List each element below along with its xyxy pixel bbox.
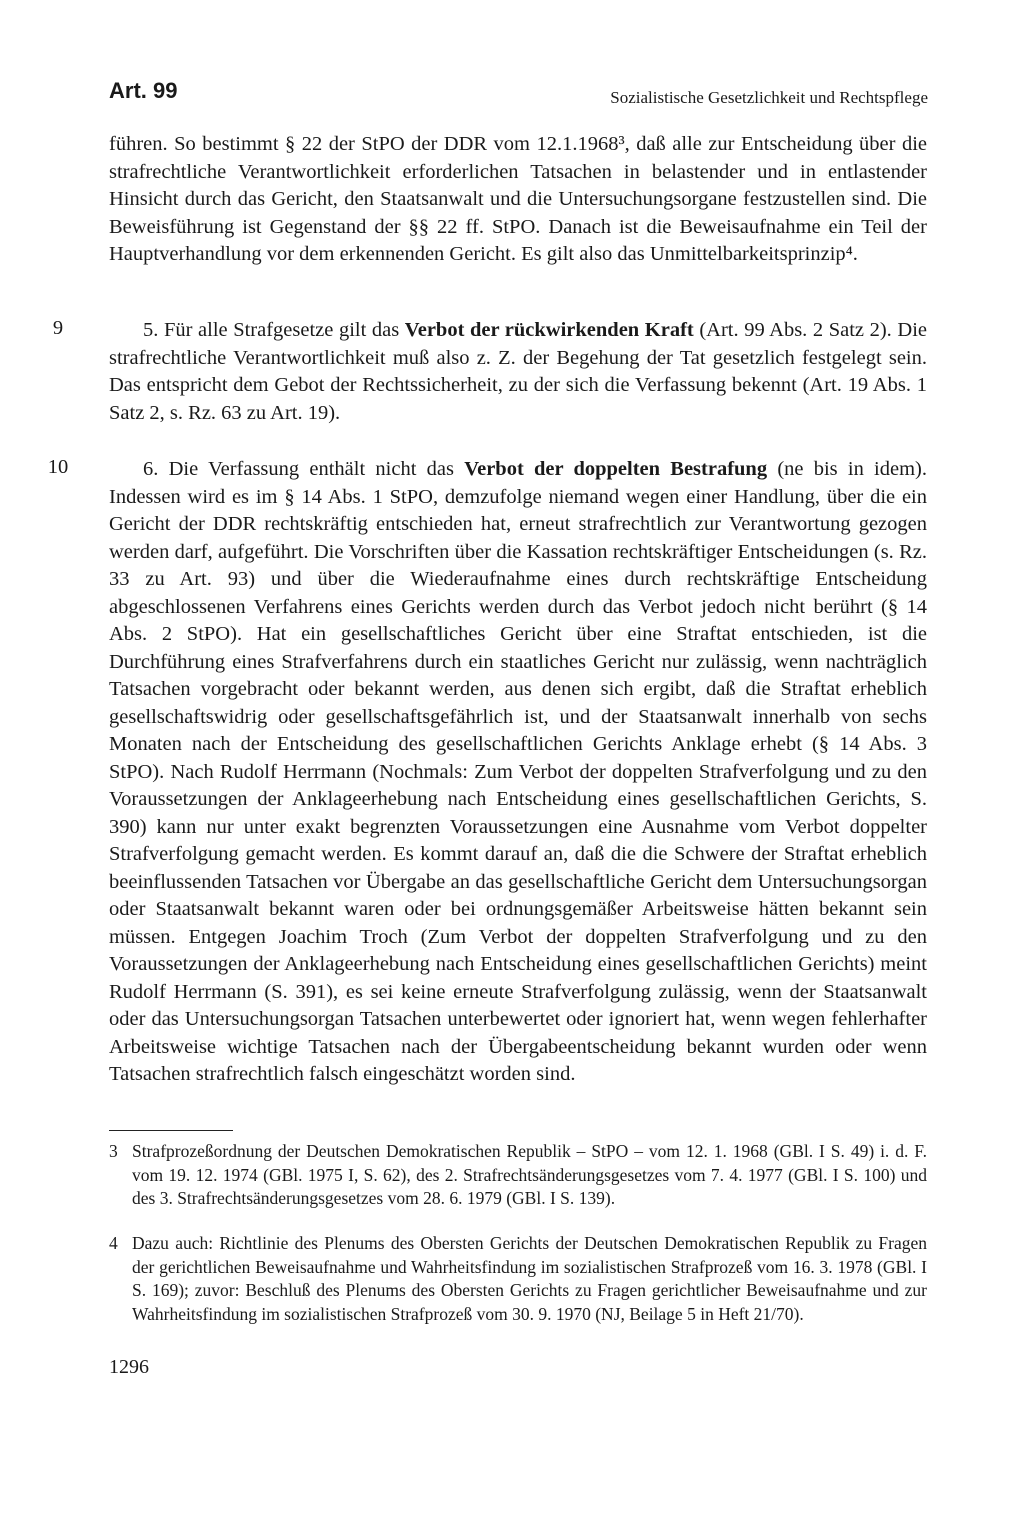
paragraph-text: (ne bis in idem). Indessen wird es im § 14 Abs. 1 StPO, demzufolge niemand wegen einer Handlung, über die ein Gericht der DDR rechtskräftig entschieden hat, erneut strafrechtlich zur Verantwortung gezogen werden darf, aufgeführt. Die Vorschriften über die Kassation rechtskräftiger Entscheidungen (s. Rz. 33 zu Art. 93) und über die Wiederaufnahme eines durch rechtskräftige Entscheidung abgeschlossenen Verfahrens eines Gerichts werden durch das Verbot jedoch nicht berührt (§ 14 Abs. 2 StPO). Hat ein gesellschaftliches Gericht über eine Straftat entschieden, ist die Durchführung eines Strafverfahrens durch ein staatliches Gericht nur zulässig, wenn nachträglich Tatsachen vorgebracht oder bekannt werden, aus denen sich ergibt, daß die Straftat erheblich gesellschaftswidrig oder gesellschaftsgefährlich ist, und der Staatsanwalt innerhalb von sechs Monaten nach der Entscheidung des gesellschaftlichen Gerichts Anklage erhebt (§ 14 Abs. 3 StPO). Nach Rudolf Herrmann (Nochmals: Zum Verbot der doppelten Strafverfolgung und zu den Voraussetzungen der Anklageerhebung nach Entscheidung eines gesellschaftlichen Gerichts, S. 390) kann nur unter exakt begrenzten Voraussetzungen eine Ausnahme vom Verbot doppelter Strafverfolgung gemacht werden. Es kommt darauf an, daß die die Schwere der Straftat erheblich beeinflussenden Tatsachen vor Übergabe an das gesellschaftliche Gericht dem Untersuchungsorgan oder Staatsanwalt bekannt waren oder bei ordnungsgemäßer Arbeitsweise hätten bekannt sein müssen. Entgegen Joachim Troch (Zum Verbot der doppelten Strafverfolgung und zu den Voraussetzungen der Anklageerhebung nach Entscheidung eines gesellschaftlichen Gerichts) meint Rudolf Herrmann (S. 391), es sei keine erneute Strafverfolgung zulässig, wenn der Staatsanwalt oder das Untersuchungsorgan Tatsachen unterbewertet oder ignoriert hat, wenn wegen fehlerhafter Arbeitsweise wichtige Tatsachen nach der Übergabeentscheidung bekannt wurden oder wenn Tatsachen strafrechtlich falsch eingeschätzt worden sind.	[109, 458, 928, 1085]
paragraph-text: 5. Für alle Strafgesetze gilt das	[143, 319, 400, 341]
bold-term: Verbot der rückwirkenden Kraft	[404, 319, 694, 341]
footnote-number: 3	[109, 1141, 118, 1161]
margin-number-9: 9	[52, 317, 64, 339]
paragraph-retroactivity	[109, 317, 927, 427]
footnote-text: Dazu auch: Richtlinie des Plenums des Obersten Gerichts der Deutschen Demokratischen Republik zu Fragen der gerichtlichen Beweisaufnahme und Wahrheitsfindung im sozialistischen Strafprozeß vom 16. 3. 1978 (GBl. I S. 169); zuvor: Beschluß des Plenums des Obersten Gerichts zu Fragen gerichtlicher Beweisaufnahme und zur Wahrheitsfindung im sozialistischen Strafprozeß vom 30. 9. 1970 (NJ, Beilage 5 in Heft 21/70).	[132, 1233, 927, 1324]
margin-number-10: 10	[47, 456, 69, 478]
footnote-3	[109, 1140, 927, 1211]
paragraph-text: führen. So bestimmt § 22 der StPO der DDR vom 12.1.1968³, daß alle zur Entscheidung über die strafrechtliche Verantwortlichkeit erforderlichen Tatsachen in belastender und in entlastender Hinsicht durch das Gericht, den Staatsanwalt und die Untersuchungsorgane festzustellen sind. Die Beweisführung ist Gegenstand der §§ 22 ff. StPO. Danach ist die Beweisaufnahme ein Teil der Hauptverhandlung vor dem erkennenden Gericht. Es gilt also das Unmittelbarkeitsprinzip⁴.	[109, 133, 927, 265]
paragraph-text: 6. Die Verfassung enthält nicht das	[143, 458, 454, 480]
article-number: Art. 99	[109, 78, 178, 103]
paragraph-double-jeopardy	[109, 456, 927, 1089]
running-title: Sozialistische Gesetzlichkeit und Rechtspflege	[610, 88, 928, 107]
bold-term: Verbot der doppelten Bestrafung	[464, 458, 768, 480]
footnote-number: 4	[109, 1233, 118, 1253]
page-number: 1296	[109, 1356, 149, 1378]
paragraph-continuation	[109, 131, 927, 269]
footnote-4	[109, 1232, 927, 1326]
footnote-text: Strafprozeßordnung der Deutschen Demokratischen Republik – StPO – vom 12. 1. 1968 (GBl. I S. 49) i. d. F. vom 19. 12. 1974 (GBl. 1975 I, S. 62), des 2. Strafrechtsänderungsgesetzes vom 7. 4. 1977 (GBl. I S. 100) und des 3. Strafrechtsänderungsgesetzes vom 28. 6. 1979 (GBl. I S. 139).	[132, 1141, 927, 1208]
paragraph-text: (Art. 99 Abs. 2 Satz 2). Die strafrechtliche Verantwortlichkeit muß also z. Z. der Begehung der Tat gesetzlich festgelegt sein. Das entspricht dem Gebot der Rechtssicherheit, zu der sich die Verfassung bekennt (Art. 19 Abs. 1 Satz 2, s. Rz. 63 zu Art. 19).	[109, 319, 927, 424]
footnote-divider	[109, 1130, 233, 1131]
